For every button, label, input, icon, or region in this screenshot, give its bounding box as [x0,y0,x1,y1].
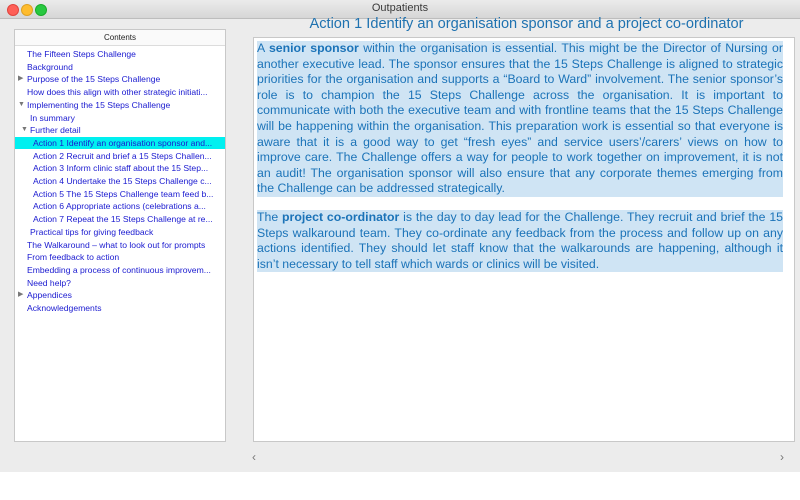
toc-item-label: Action 3 Inform clinic staff about the 15 Step... [33,163,209,174]
toc-item-label: Action 2 Recruit and brief a 15 Steps Challen... [33,150,212,161]
paragraph-lead: A [257,41,269,55]
toc-item-label: Need help? [27,277,71,288]
disclosure-expanded-icon[interactable]: ▼ [18,100,25,108]
toc-item[interactable] [15,239,225,251]
paragraph-senior-sponsor [257,41,783,197]
disclosure-collapsed-icon[interactable]: ▶ [18,291,24,299]
toc-item-label: Purpose of the 15 Steps Challenge [27,74,161,85]
toc-item[interactable] [15,213,225,225]
next-page-button[interactable]: › [780,450,784,464]
toc-item[interactable] [15,277,225,289]
contents-sidebar [14,29,226,442]
toc-item-label: Action 6 Appropriate actions (celebrations a... [33,201,206,212]
toc-item-label: Background [27,61,73,72]
toc-item[interactable] [15,99,225,111]
toc-item[interactable] [15,175,225,187]
toc-item-label: Embedding a process of continuous improvem... [27,264,211,275]
toc-item-label: Further detail [30,125,81,136]
toc-item[interactable] [15,162,225,174]
toc-item-label: Action 5 The 15 Steps Challenge team feed b... [33,188,214,199]
toc-item-label: Acknowledgements [27,303,102,313]
paragraph-lead: The [257,210,283,224]
bold-term: project co-ordinator [282,210,400,224]
toc-item-label: From feedback to action [27,252,120,263]
toc-item[interactable] [15,86,225,98]
disclosure-expanded-icon[interactable]: ▼ [21,126,28,134]
bold-term: senior sponsor [268,41,359,55]
toc-item-label: Action 4 Undertake the 15 Steps Challenge c... [33,176,212,186]
toc-item[interactable] [15,61,225,73]
toc-item[interactable] [15,73,225,85]
toc-item[interactable] [15,302,225,314]
toc-item[interactable] [15,112,225,124]
paragraph-project-coordinator [257,210,783,272]
toc-item-label: The Fifteen Steps Challenge [27,49,136,59]
toc-item[interactable] [15,137,225,149]
toc-item-label: Practical tips for giving feedback [30,226,154,237]
toc-item[interactable] [15,289,225,301]
content-pane [253,37,795,442]
toc-item[interactable] [15,200,225,212]
toc-item-label: The Walkaround – what to look out for prompts [27,239,206,250]
toc-item[interactable] [15,188,225,200]
toc-item-label: Action 7 Repeat the 15 Steps Challenge at re... [33,214,213,225]
toc-item[interactable] [15,264,225,276]
toc-item[interactable] [15,150,225,162]
toc-item-label: In summary [30,112,75,123]
toc-item-label: Appendices [27,290,72,301]
toc-item[interactable] [15,226,225,238]
toc-item-label: Action 1 Identify an organisation sponsor and... [33,137,213,148]
sidebar-header: Contents [15,30,225,46]
toc-item-label: How does this align with other strategic initiati... [27,87,208,98]
toc-item-label: Implementing the 15 Steps Challenge [27,99,171,110]
toc-item[interactable] [15,251,225,263]
window-title: Outpatients [371,2,429,14]
disclosure-collapsed-icon[interactable]: ▶ [18,75,24,83]
toc-item[interactable] [15,124,225,136]
toc-item[interactable] [15,48,225,60]
page-title: Action 1 Identify an organisation sponsor and a project co-ordinator [309,16,744,32]
paragraph-body: is the day to day lead for the Challenge. They recruit and brief the 15 Steps walkaround team. They co-ordinate any feedback from the process and follow up on any actions identified. They should let staff know that the walkarounds are happening, although it isn’t necessary to tell staff which wards or clinics will be visited. [257,210,783,271]
paragraph-body: within the organisation is essential. This might be the Director of Nursing or another executive lead. The sponsor ensures that the 15 Steps Challenge is aligned to strategic priorities for the organisation and supports a “Board to Ward” involvement. The senior sponsor’s role is to champion the 15 Steps Challenge across the organisation. It is important to communicate with both the executive team and with frontline teams that the 15 Steps Challenge will be happening within the organisation. This preparation work is essential so that everyone is aware that it is a good way to get “fresh eyes” and service users’/carers’ views on how to improve care. The Challenge offers a way for people to work together on improvement, it is not an audit! The organisation sponsor will also ensure that any corporate themes emerging from the Challenge can be addressed strategically. [257,41,783,196]
previous-page-button[interactable]: ‹ [252,450,256,464]
